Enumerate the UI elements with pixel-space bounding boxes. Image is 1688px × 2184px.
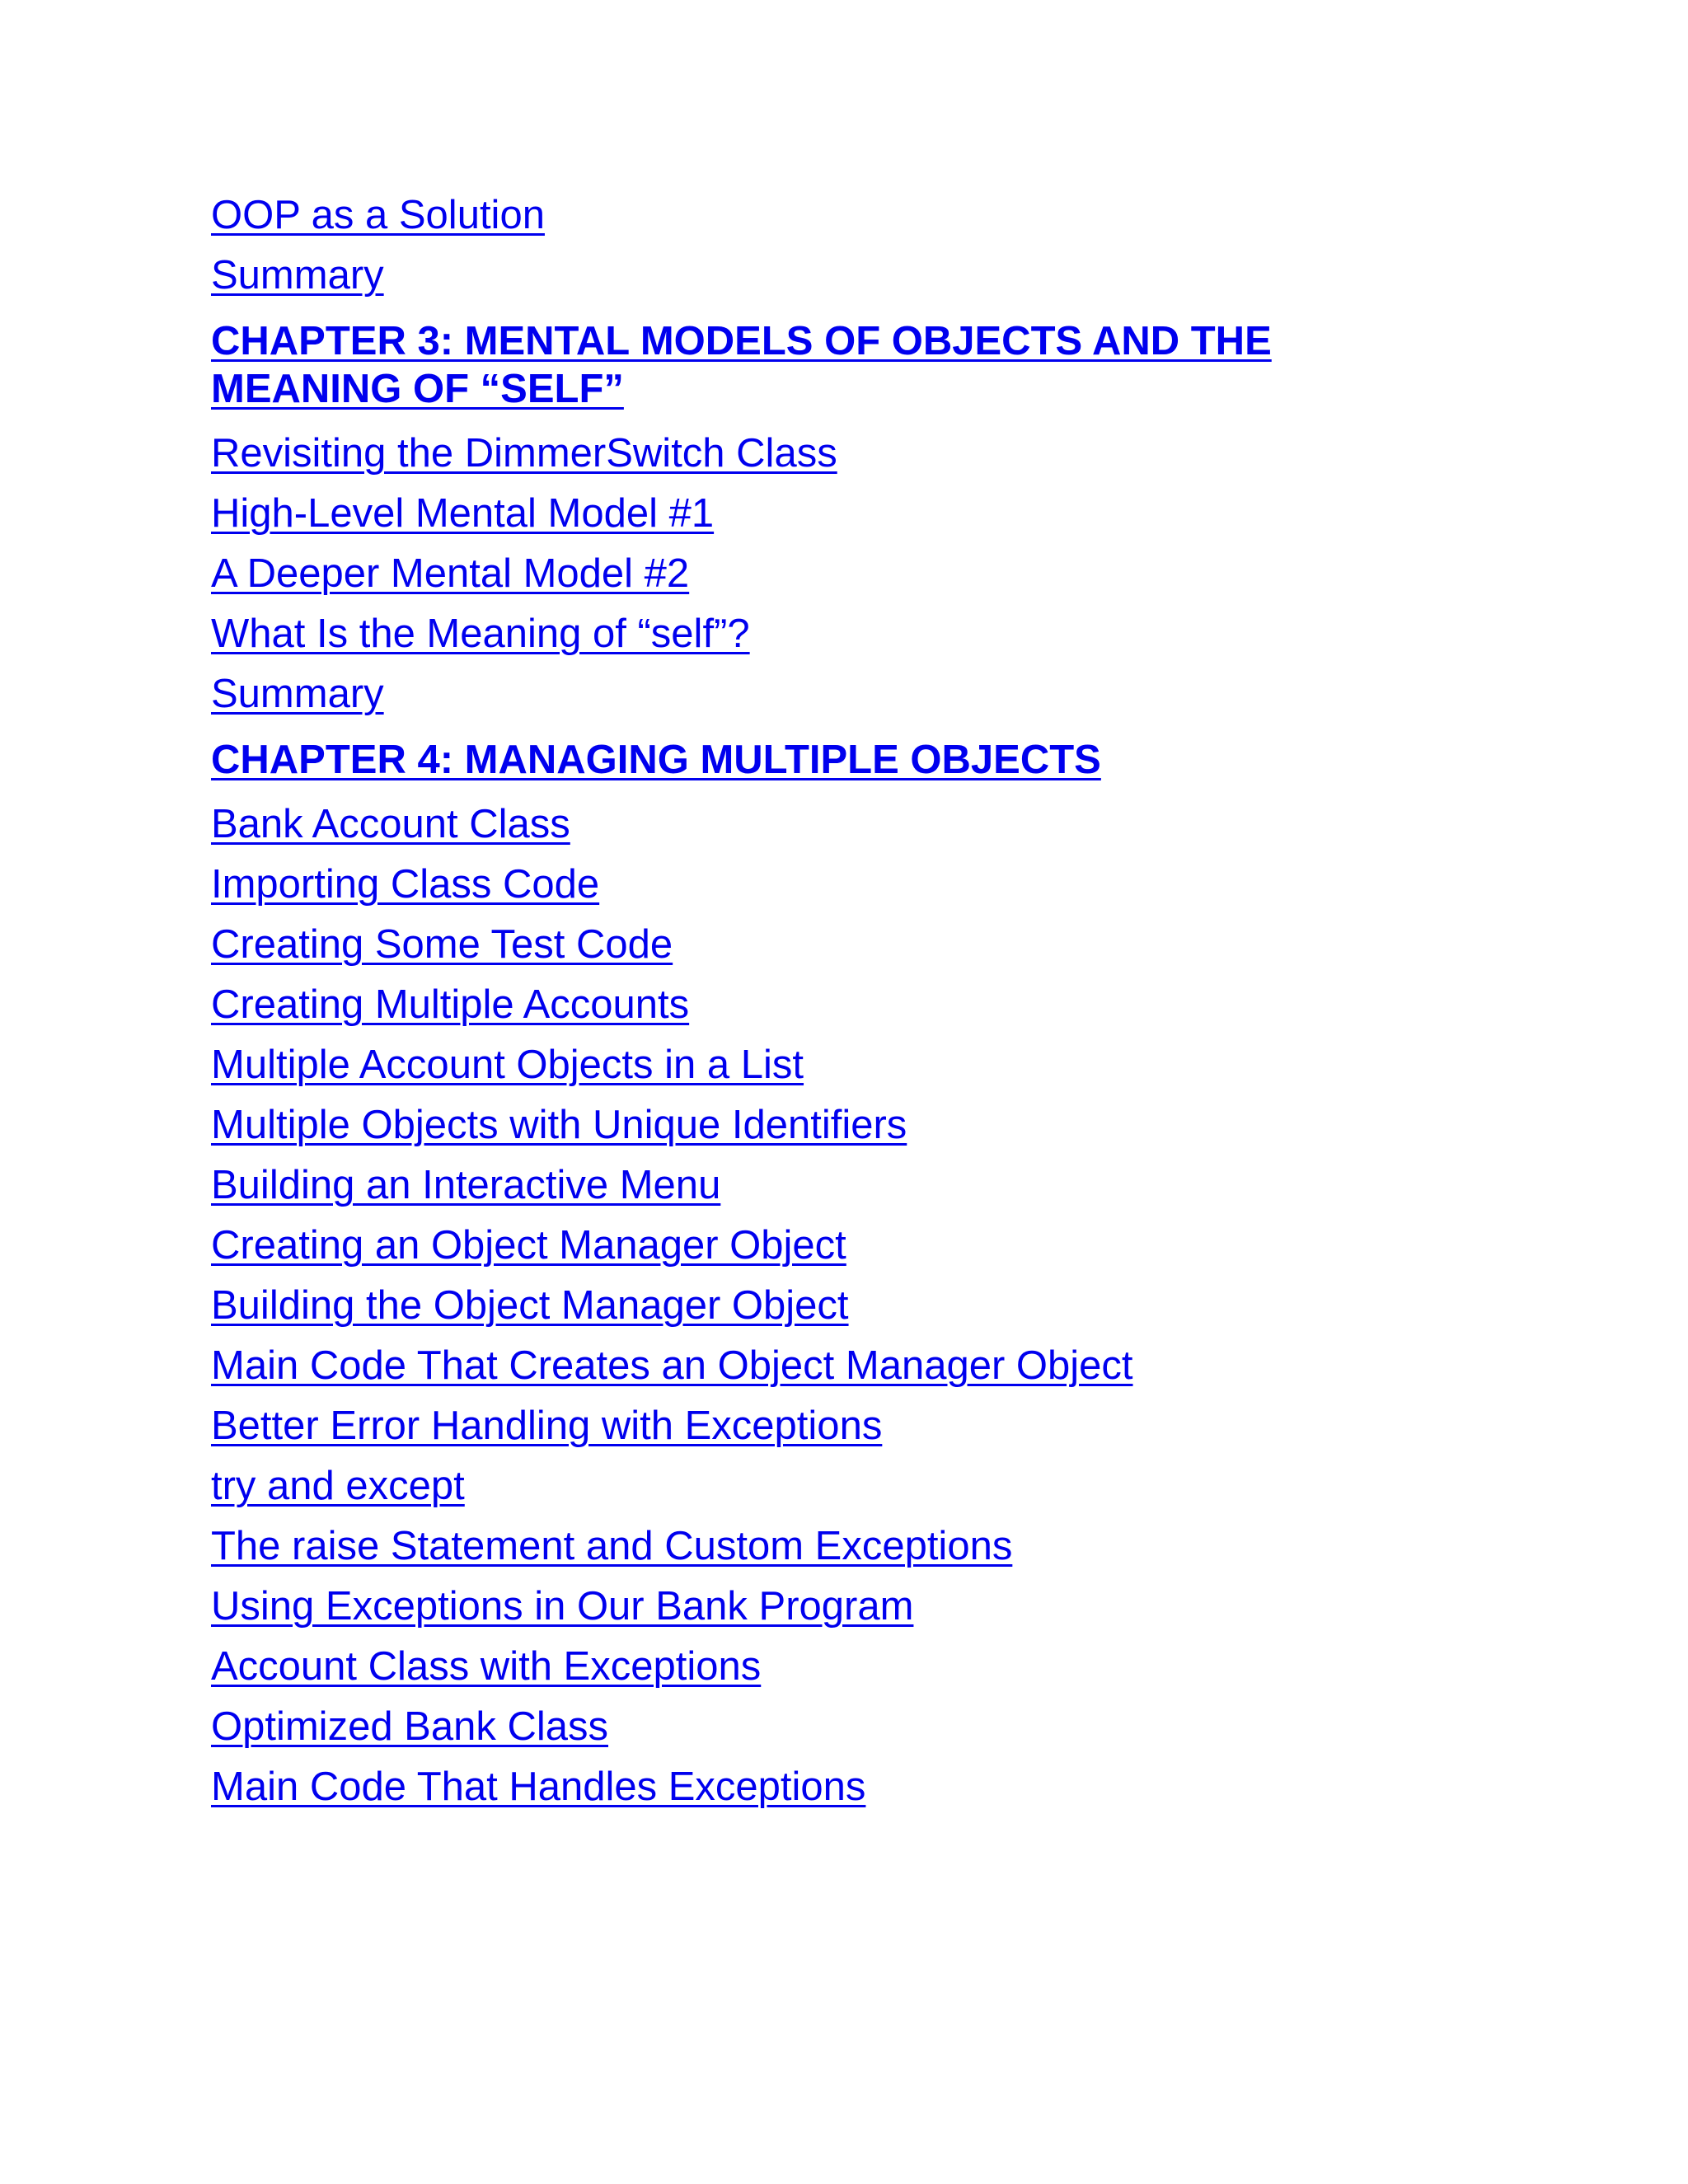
toc-link-oop-as-a-solution[interactable]: OOP as a Solution (211, 193, 545, 237)
table-of-contents (211, 191, 1530, 1823)
toc-link-account-objects-in-list[interactable]: Multiple Account Objects in a List (211, 1043, 804, 1087)
toc-link-creating-multiple-accounts[interactable]: Creating Multiple Accounts (211, 982, 690, 1027)
toc-link-summary[interactable]: Summary (211, 672, 384, 716)
chapter-title-line: MEANING OF “SELF” (211, 367, 624, 411)
chapter-3-heading-link[interactable] (211, 317, 1530, 413)
toc-link-deeper-mental-model[interactable]: A Deeper Mental Model #2 (211, 551, 690, 596)
toc-link-account-class-exceptions[interactable]: Account Class with Exceptions (211, 1644, 762, 1689)
toc-link-interactive-menu[interactable]: Building an Interactive Menu (211, 1163, 721, 1207)
toc-link-importing-class-code[interactable]: Importing Class Code (211, 862, 600, 907)
toc-link-high-level-mental-model[interactable]: High-Level Mental Model #1 (211, 491, 715, 536)
toc-link-better-error-handling[interactable]: Better Error Handling with Exceptions (211, 1404, 883, 1448)
toc-link-summary[interactable]: Summary (211, 253, 384, 298)
toc-link-optimized-bank-class[interactable]: Optimized Bank Class (211, 1704, 609, 1749)
toc-link-building-object-manager[interactable]: Building the Object Manager Object (211, 1283, 849, 1328)
toc-link-unique-identifiers[interactable]: Multiple Objects with Unique Identifiers (211, 1103, 907, 1147)
toc-link-creating-test-code[interactable]: Creating Some Test Code (211, 922, 673, 967)
chapter-title-line: CHAPTER 3: MENTAL MODELS OF OBJECTS AND THE (211, 319, 1272, 363)
toc-link-raise-statement[interactable]: The raise Statement and Custom Exceptions (211, 1524, 1013, 1568)
toc-link-using-exceptions-bank[interactable]: Using Exceptions in Our Bank Program (211, 1584, 914, 1629)
toc-link-main-code-object-manager[interactable]: Main Code That Creates an Object Manager Object (211, 1343, 1133, 1388)
toc-link-bank-account-class[interactable]: Bank Account Class (211, 802, 570, 846)
toc-link-meaning-of-self[interactable]: What Is the Meaning of “self”? (211, 612, 750, 656)
toc-link-try-and-except[interactable]: try and except (211, 1464, 465, 1508)
toc-link-main-code-handles-exceptions[interactable]: Main Code That Handles Exceptions (211, 1765, 866, 1809)
chapter-title-line: CHAPTER 4: MANAGING MULTIPLE OBJECTS (211, 738, 1101, 782)
chapter-4-heading-link[interactable] (211, 736, 1530, 784)
toc-link-creating-object-manager[interactable]: Creating an Object Manager Object (211, 1223, 846, 1268)
toc-link-revisiting-dimmerswitch[interactable]: Revisiting the DimmerSwitch Class (211, 431, 837, 476)
